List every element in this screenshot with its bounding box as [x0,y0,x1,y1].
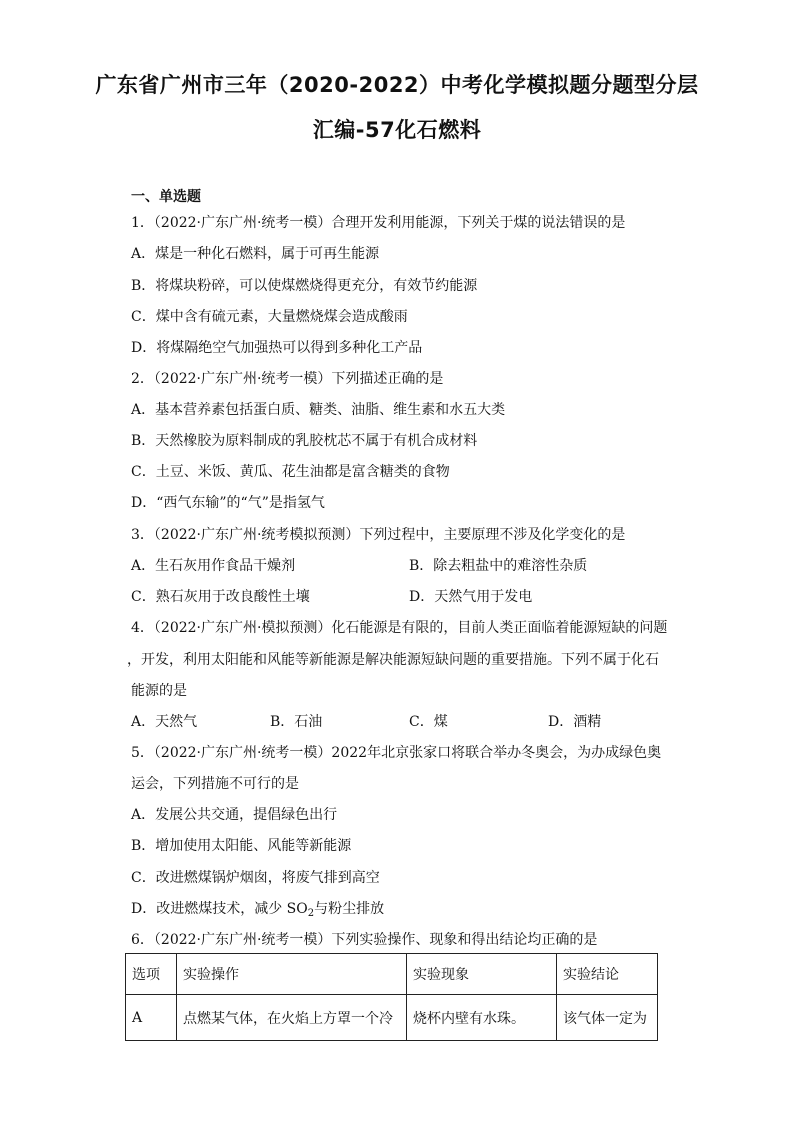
q1-stem: 1．（2022·广东广州·统考一模）合理开发利用能源，下列关于煤的说法错误的是 [131,215,626,231]
q4-option-c: C．煤 [409,714,448,730]
q6-row-a-option: A [126,995,177,1041]
q5-option-d-text-end: 与粉尘排放 [314,901,385,917]
q4-option-d: D．酒精 [548,714,602,730]
q6-row-a-conclusion: 该气体一定为 [557,995,658,1041]
section-heading: 一、单选题 [131,189,201,205]
q6-stem: 6．（2022·广东广州·统考一模）下列实验操作、现象和得出结论均正确的是 [131,932,598,948]
q3-stem: 3．（2022·广东广州·统考模拟预测）下列过程中，主要原理不涉及化学变化的是 [131,527,626,543]
q2-option-b: B．天然橡胶为原料制成的乳胶枕芯不属于有机合成材料 [131,433,478,449]
q3-option-a: A．生石灰用作食品干燥剂 [131,558,296,574]
q3-option-d: D．天然气用于发电 [409,589,533,605]
document-title-line-2: 汇编-57化石燃料 [312,118,482,142]
q6-header-operation: 实验操作 [177,954,407,995]
q5-option-d-subscript: 2 [307,908,315,919]
q6-row-a-phenomenon: 烧杯内壁有水珠。 [407,995,557,1041]
q5-stem-line-2: 运会，下列措施不可行的是 [131,776,299,792]
q3-option-c: C．熟石灰用于改良酸性土壤 [131,589,310,605]
q5-option-d [131,898,384,919]
q2-option-d: D．“西气东输”的“气”是指氢气 [131,495,325,511]
q1-option-d: D．将煤隔绝空气加强热可以得到多种化工产品 [131,340,423,356]
q5-option-d-text: D．改进燃煤技术，减少 SO [131,901,308,917]
q3-option-b: B．除去粗盐中的难溶性杂质 [409,558,588,574]
q5-stem-line-1: 5．（2022·广东广州·统考一模）2022年北京张家口将联合举办冬奥会，为办成绿色奥 [131,745,662,761]
q5-option-a: A．发展公共交通，提倡绿色出行 [131,807,338,823]
q4-stem-line-2: ，开发，利用太阳能和风能等新能源是解决能源短缺问题的重要措施。下列不属于化石 [127,652,659,668]
q1-option-b: B．将煤块粉碎，可以使煤燃烧得更充分，有效节约能源 [131,278,478,294]
q1-option-c: C．煤中含有硫元素，大量燃烧煤会造成酸雨 [131,309,408,325]
q6-table-row [126,995,658,1041]
q6-header-phenomenon: 实验现象 [407,954,557,995]
q6-table-header-row [126,954,658,995]
q4-stem-line-3: 能源的是 [131,683,187,699]
document-title-line-1: 广东省广州市三年（2020-2022）中考化学模拟题分题型分层 [95,73,699,97]
q5-option-b: B．增加使用太阳能、风能等新能源 [131,838,352,854]
q4-option-a: A．天然气 [131,714,198,730]
q4-stem-line-1: 4．（2022·广东广州·模拟预测）化石能源是有限的，目前人类正面临着能源短缺的问题 [131,620,668,636]
q6-table [125,953,658,1041]
q6-header-option: 选项 [126,954,177,995]
q2-stem: 2．（2022·广东广州·统考一模）下列描述正确的是 [131,371,444,387]
q2-option-a: A．基本营养素包括蛋白质、糖类、油脂、维生素和水五大类 [131,402,506,418]
q6-row-a-operation: 点燃某气体，在火焰上方罩一个冷 [177,995,407,1041]
q1-option-a: A．煤是一种化石燃料，属于可再生能源 [131,246,380,262]
q6-header-conclusion: 实验结论 [557,954,658,995]
q4-option-b: B．石油 [270,714,323,730]
q2-option-c: C．土豆、米饭、黄瓜、花生油都是富含糖类的食物 [131,464,450,480]
q5-option-c: C．改进燃煤锅炉烟囱，将废气排到高空 [131,870,380,886]
